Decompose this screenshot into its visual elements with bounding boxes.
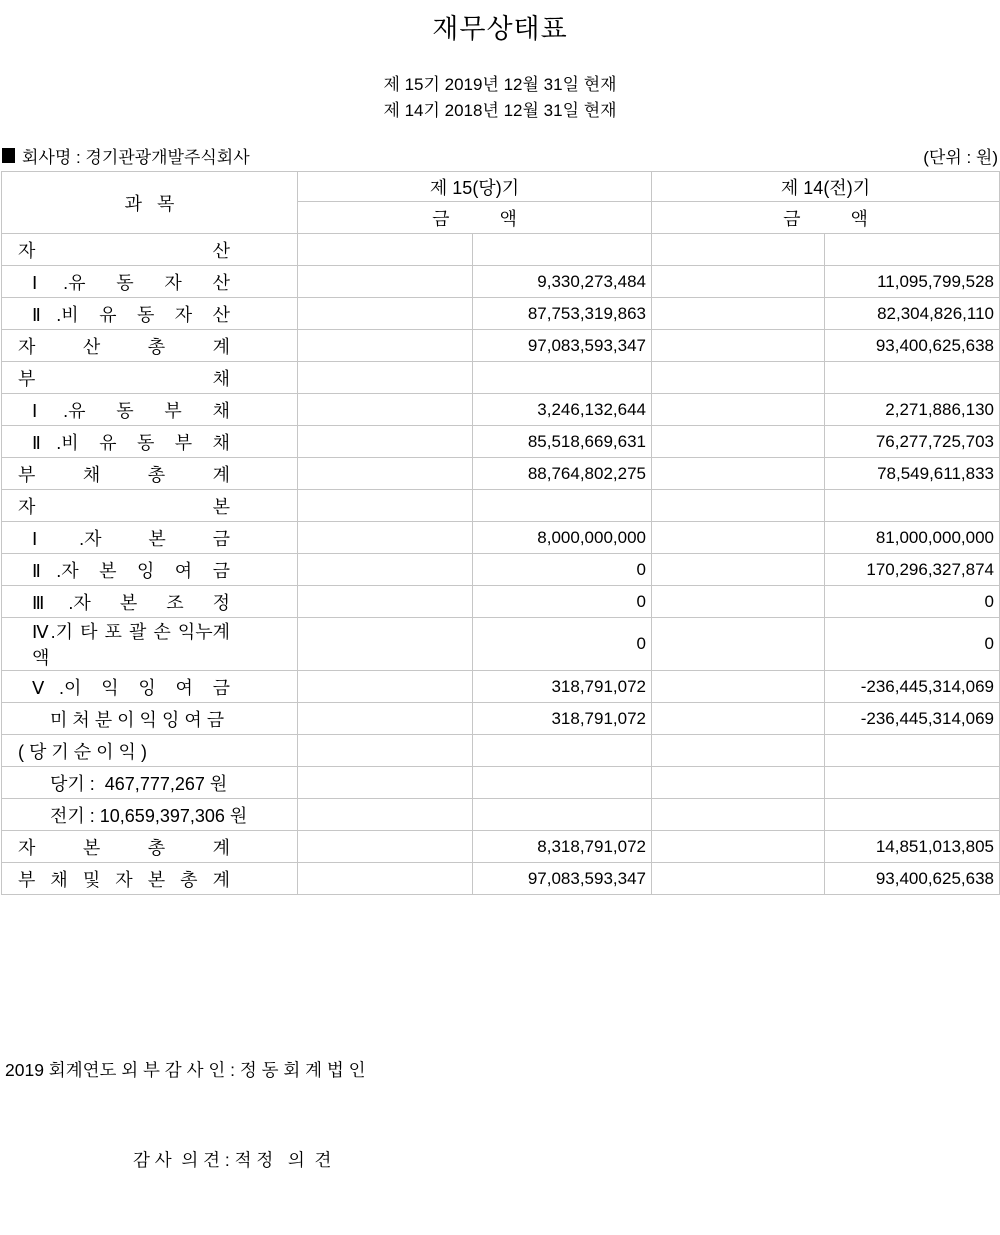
table-row-equity-section: [2, 490, 1000, 522]
amount-prior: 0: [825, 586, 1000, 618]
blank-cell-current: [298, 618, 473, 671]
amount-prior: 76,277,725,703: [825, 426, 1000, 458]
blank-cell-current: [298, 586, 473, 618]
account-label: 부 채: [18, 368, 230, 389]
blank-cell-prior: [652, 554, 825, 586]
meta-row: [0, 144, 1000, 168]
amount-current: 8,318,791,072: [473, 831, 652, 863]
blank-cell-prior: [652, 735, 825, 767]
amount-prior: 78,549,611,833: [825, 458, 1000, 490]
blank-cell-prior: [652, 767, 825, 799]
amount-prior: 82,304,826,110: [825, 298, 1000, 330]
account-label: 당기 : 467,777,267 원: [50, 773, 228, 794]
amount-prior: 14,851,013,805: [825, 831, 1000, 863]
square-bullet-icon: [2, 148, 15, 163]
amount-prior: -236,445,314,069: [825, 703, 1000, 735]
period-line-prior: 제 14기 2018년 12월 31일 현재: [383, 101, 617, 120]
table-row-capital-stock: [2, 522, 1000, 554]
blank-cell-current: [298, 362, 473, 394]
period-prior-header: 제 14(전)기: [652, 172, 1000, 202]
account-label: Ⅳ.기 타 포 괄 손 익누계액: [32, 622, 230, 668]
table-row-liabilities-section: [2, 362, 1000, 394]
blank-cell-current: [298, 554, 473, 586]
amount-prior: 81,000,000,000: [825, 522, 1000, 554]
table-row-total-equity: [2, 831, 1000, 863]
table-row-total-liabilities-and-equity: [2, 863, 1000, 895]
blank-cell-current: [298, 266, 473, 298]
blank-cell-prior: [652, 703, 825, 735]
account-label: 부 채 및 자 본 총 계: [18, 869, 230, 890]
blank-cell-prior: [652, 458, 825, 490]
table-row-current-liabilities: [2, 394, 1000, 426]
blank-cell-prior: [652, 831, 825, 863]
account-label: 자 본: [18, 496, 230, 517]
amount-current: 8,000,000,000: [473, 522, 652, 554]
account-column-header: 과 목: [2, 172, 298, 234]
amount-prior: 0: [825, 618, 1000, 671]
amount-current: 97,083,593,347: [473, 863, 652, 895]
auditor-line: 2019 회계연도 외 부 감 사 인 : 정 동 회 계 법 인: [5, 1060, 366, 1080]
blank-cell-current: [298, 490, 473, 522]
amount-current: [473, 767, 652, 799]
account-label: 전기 : 10,659,397,306 원: [50, 805, 248, 826]
amount-prior: 93,400,625,638: [825, 863, 1000, 895]
blank-cell-prior: [652, 618, 825, 671]
financial-statement-page: [0, 12, 1000, 1170]
account-label: Ⅴ.이 익 잉 여 금: [32, 677, 230, 698]
blank-cell-prior: [652, 426, 825, 458]
audit-footer: [5, 995, 1000, 1235]
table-row-accumulated-oci: [2, 618, 1000, 671]
amount-prior: 11,095,799,528: [825, 266, 1000, 298]
amount-prior: 2,271,886,130: [825, 394, 1000, 426]
amount-current: 3,246,132,644: [473, 394, 652, 426]
blank-cell-current: [298, 767, 473, 799]
blank-cell-prior: [652, 863, 825, 895]
unit-label: (단위 : 원): [923, 148, 998, 167]
table-row-total-liabilities: [2, 458, 1000, 490]
amount-prior: 93,400,625,638: [825, 330, 1000, 362]
opinion-line: 감 사 의 견 : 적 정 의 견: [133, 1150, 332, 1170]
account-label: Ⅰ.유 동 부 채: [32, 400, 230, 421]
blank-cell-prior: [652, 522, 825, 554]
account-label: Ⅰ.유 동 자 산: [32, 272, 230, 293]
amount-header-prior: 금 액: [652, 202, 1000, 234]
blank-cell-prior: [652, 394, 825, 426]
company-name: 회사명 : 경기관광개발주식회사: [22, 148, 250, 167]
account-label: 자 산: [18, 240, 230, 261]
table-row-current-assets: [2, 266, 1000, 298]
amount-current: 85,518,669,631: [473, 426, 652, 458]
account-label: Ⅰ.자 본 금: [32, 528, 230, 549]
balance-sheet-table: [1, 171, 1000, 895]
blank-cell-current: [298, 234, 473, 266]
blank-cell-prior: [652, 362, 825, 394]
blank-cell-prior: [652, 490, 825, 522]
amount-current: 318,791,072: [473, 671, 652, 703]
amount-current: 0: [473, 586, 652, 618]
account-label: ( 당 기 순 이 익 ): [18, 741, 147, 762]
account-label: Ⅱ.자 본 잉 여 금: [32, 560, 230, 581]
company-line: [2, 143, 250, 168]
table-row-net-income-prior: [2, 799, 1000, 831]
amount-current: 9,330,273,484: [473, 266, 652, 298]
table-row-noncurrent-assets: [2, 298, 1000, 330]
blank-cell-current: [298, 298, 473, 330]
amount-current: 0: [473, 618, 652, 671]
amount-current: 0: [473, 554, 652, 586]
amount-prior: [825, 490, 1000, 522]
amount-current: [473, 234, 652, 266]
table-row-unappropriated-retained-earnings: [2, 703, 1000, 735]
amount-current: [473, 362, 652, 394]
amount-prior: [825, 735, 1000, 767]
table-row-assets-section: [2, 234, 1000, 266]
account-label: 자 본 총 계: [18, 837, 230, 858]
blank-cell-current: [298, 522, 473, 554]
blank-cell-current: [298, 458, 473, 490]
amount-prior: [825, 362, 1000, 394]
table-row-capital-surplus: [2, 554, 1000, 586]
amount-current: 318,791,072: [473, 703, 652, 735]
amount-prior: [825, 234, 1000, 266]
period-current-header: 제 15(당)기: [298, 172, 652, 202]
amount-prior: [825, 799, 1000, 831]
blank-cell-current: [298, 863, 473, 895]
period-line-current: 제 15기 2019년 12월 31일 현재: [383, 75, 617, 94]
blank-cell-prior: [652, 799, 825, 831]
amount-prior: [825, 767, 1000, 799]
blank-cell-prior: [652, 330, 825, 362]
table-row-capital-adjustment: [2, 586, 1000, 618]
amount-header-current: 금 액: [298, 202, 652, 234]
blank-cell-current: [298, 799, 473, 831]
blank-cell-current: [298, 671, 473, 703]
amount-prior: 170,296,327,874: [825, 554, 1000, 586]
table-header-row-periods: [2, 172, 1000, 202]
table-row-total-assets: [2, 330, 1000, 362]
blank-cell-current: [298, 426, 473, 458]
table-row-net-income-current: [2, 767, 1000, 799]
account-label: 자 산 총 계: [18, 336, 230, 357]
blank-cell-current: [298, 735, 473, 767]
blank-cell-prior: [652, 671, 825, 703]
page-title: 재무상태표: [432, 14, 568, 44]
blank-cell-prior: [652, 266, 825, 298]
amount-current: [473, 735, 652, 767]
blank-cell-prior: [652, 586, 825, 618]
blank-cell-current: [298, 703, 473, 735]
amount-current: 97,083,593,347: [473, 330, 652, 362]
amount-current: [473, 799, 652, 831]
table-row-retained-earnings: [2, 671, 1000, 703]
account-label: 미 처 분 이 익 잉 여 금: [50, 709, 225, 730]
account-label: 부 채 총 계: [18, 464, 230, 485]
account-label: Ⅱ.비 유 동 부 채: [32, 432, 230, 453]
amount-prior: -236,445,314,069: [825, 671, 1000, 703]
table-row-noncurrent-liabilities: [2, 426, 1000, 458]
amount-current: 88,764,802,275: [473, 458, 652, 490]
account-label: Ⅱ.비 유 동 자 산: [32, 304, 230, 325]
table-row-net-income-caption: [2, 735, 1000, 767]
account-label: Ⅲ.자 본 조 정: [32, 592, 230, 613]
blank-cell-current: [298, 831, 473, 863]
amount-current: [473, 490, 652, 522]
blank-cell-current: [298, 330, 473, 362]
period-subtitles: [0, 72, 1000, 124]
blank-cell-prior: [652, 234, 825, 266]
blank-cell-current: [298, 394, 473, 426]
amount-current: 87,753,319,863: [473, 298, 652, 330]
blank-cell-prior: [652, 298, 825, 330]
